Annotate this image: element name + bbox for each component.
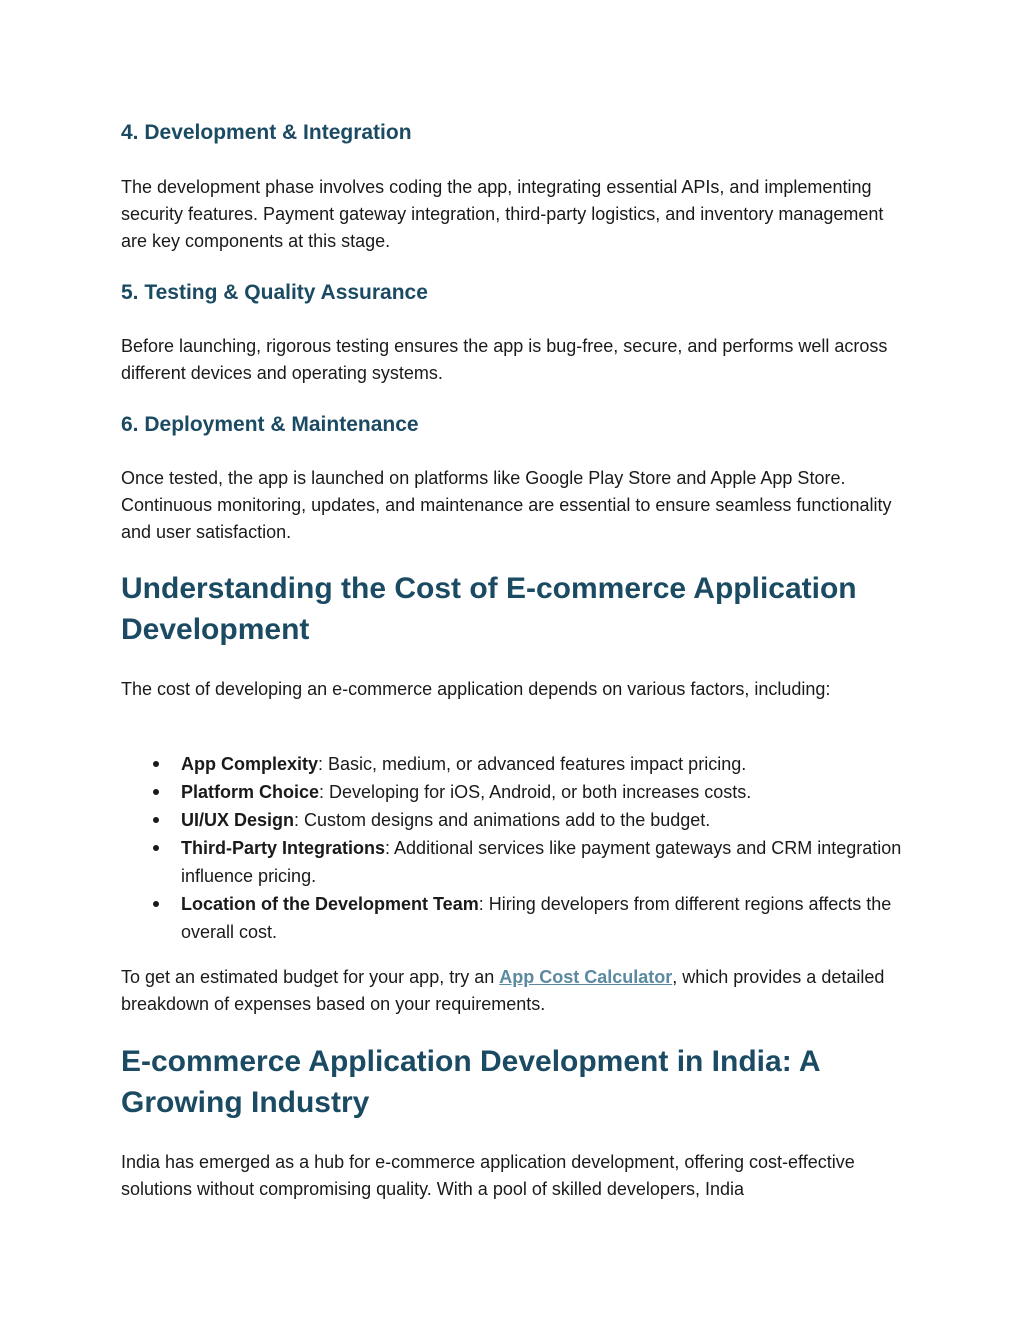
section-heading-development: 4. Development & Integration xyxy=(121,121,412,144)
bullet-icon xyxy=(153,789,159,795)
factor-desc: : Hiring developers from different regions affects the overall cost. xyxy=(181,894,892,942)
cta-text-before: To get an estimated budget for your app, try an xyxy=(121,967,500,987)
cost-cta xyxy=(121,964,911,1018)
factor-desc: : Custom designs and animations add to the budget. xyxy=(294,810,711,830)
bullet-icon xyxy=(153,845,159,851)
factor-desc: : Developing for iOS, Android, or both increases costs. xyxy=(319,782,752,802)
factor-desc: : Basic, medium, or advanced features impact pricing. xyxy=(318,754,747,774)
section-heading-deployment: 6. Deployment & Maintenance xyxy=(121,413,419,436)
app-cost-calculator-link[interactable]: App Cost Calculator xyxy=(499,967,673,987)
list-item xyxy=(121,778,911,806)
factor-term: Third-Party Integrations xyxy=(181,838,386,858)
section-body-deployment: Once tested, the app is launched on platforms like Google Play Store and Apple App Store. Continuous monitoring, updates, and maintenance are essential to ensure seamless functionality and user satisfaction. xyxy=(121,468,892,542)
cost-factor-list xyxy=(121,750,911,946)
bullet-icon xyxy=(153,761,159,767)
section-heading-testing: 5. Testing & Quality Assurance xyxy=(121,281,428,304)
cta-text-after: , which provides a detailed breakdown of expenses based on your requirements. xyxy=(121,967,885,1014)
section-body-testing: Before launching, rigorous testing ensures the app is bug-free, secure, and performs well across different devices and operating systems. xyxy=(121,336,888,383)
factor-term: Platform Choice xyxy=(181,782,320,802)
section-body-development: The development phase involves coding the app, integrating essential APIs, and implementing security features. Payment gateway integration, third-party logistics, and inventory management are key components at this stage. xyxy=(121,177,884,251)
factor-desc: : Additional services like payment gateways and CRM integration influence pricing. xyxy=(181,838,902,886)
cost-intro: The cost of developing an e-commerce application depends on various factors, including: xyxy=(121,679,831,699)
india-heading: E-commerce Application Development in India: A Growing Industry xyxy=(121,1045,820,1119)
bullet-icon xyxy=(153,817,159,823)
list-item xyxy=(121,834,911,890)
india-body: India has emerged as a hub for e-commerce application development, offering cost-effective solutions without compromising quality. With a pool of skilled developers, India xyxy=(121,1152,855,1199)
cost-heading: Understanding the Cost of E-commerce Application Development xyxy=(121,572,857,646)
list-item xyxy=(121,806,911,834)
factor-term: UI/UX Design xyxy=(181,810,295,830)
bullet-icon xyxy=(153,901,159,907)
list-item xyxy=(121,890,911,946)
list-item xyxy=(121,750,911,778)
factor-term: Location of the Development Team xyxy=(181,894,479,914)
factor-term: App Complexity xyxy=(181,754,319,774)
